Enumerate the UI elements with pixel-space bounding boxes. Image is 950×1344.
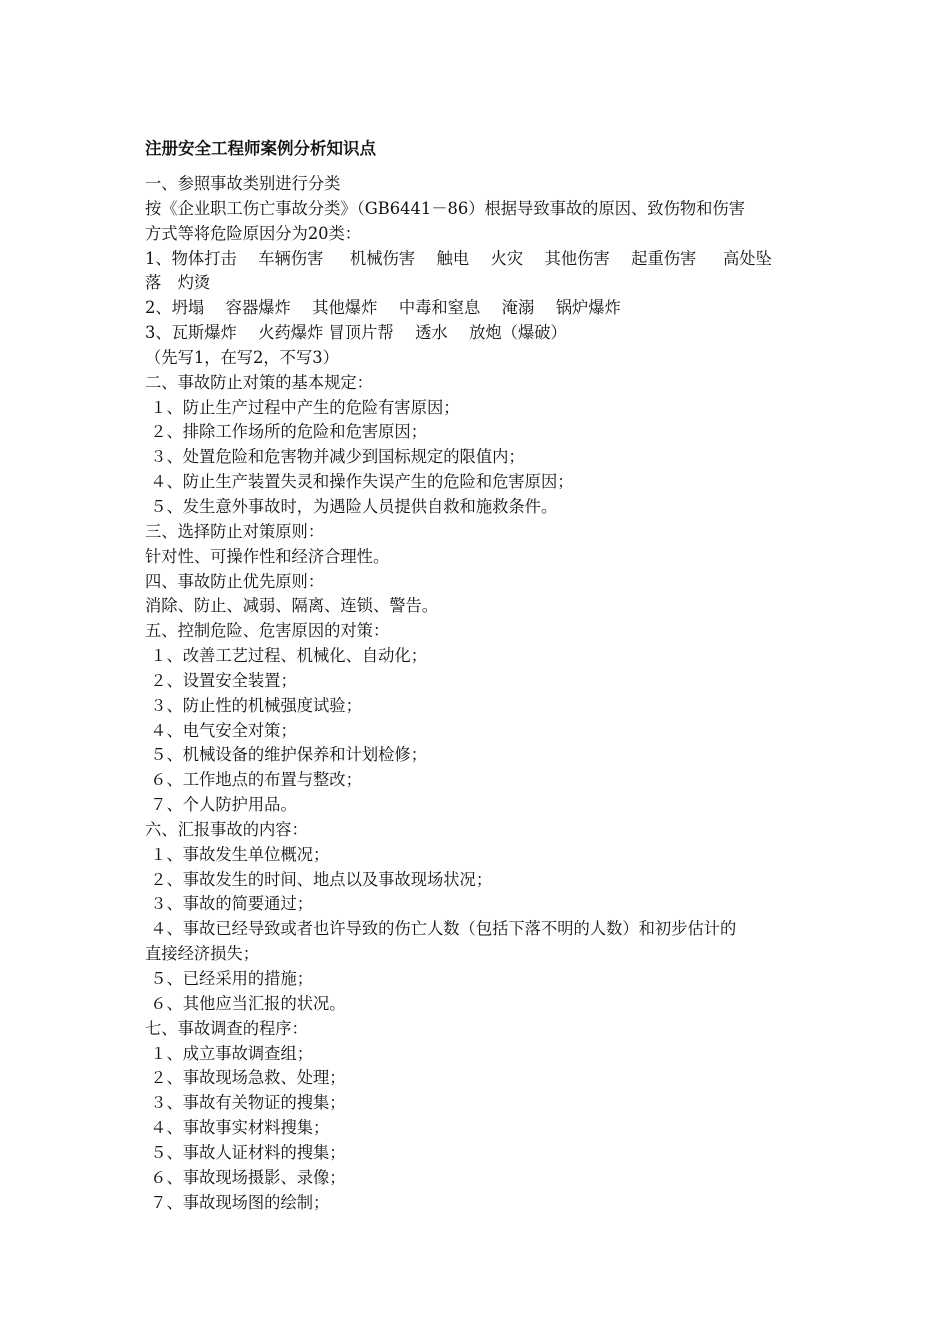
text-line: ７、个人防护用品。 (145, 795, 297, 815)
text-line: 直接经济损失； (145, 944, 259, 964)
text-line: ３、事故的简要通过； (145, 894, 314, 914)
text-line: ２、设置安全装置； (145, 670, 297, 690)
text-line: ２、排除工作场所的危险和危害原因； (145, 422, 427, 442)
text-line: ３、防止性的机械强度试验； (145, 695, 362, 715)
text-line: 落 灼烫 (145, 273, 211, 293)
text-line: １、改善工艺过程、机械化、自动化； (145, 646, 427, 666)
document-page (145, 136, 853, 1215)
text-line: ２、事故现场急救、处理； (145, 1068, 346, 1088)
text-line: 1、物体打击 车辆伤害 机械伤害 触电 火灾 其他伤害 起重伤害 高处坠 (145, 248, 772, 268)
text-line: （先写1，在写2，不写3） (145, 347, 339, 367)
text-line: ２、事故发生的时间、地点以及事故现场状况； (145, 869, 493, 889)
text-line: １、成立事故调查组； (145, 1043, 314, 1063)
text-line: ６、事故现场摄影、录像； (145, 1167, 346, 1187)
text-line: １、防止生产过程中产生的危险有害原因； (145, 397, 460, 417)
text-line: 四、事故防止优先原则： (145, 571, 325, 591)
text-line: 按《企业职工伤亡事故分类》（GB6441－86）根据导致事故的原因、致伤物和伤害 (145, 198, 745, 218)
text-line: ５、机械设备的维护保养和计划检修； (145, 745, 427, 765)
text-line: 消除、防止、减弱、隔离、连锁、警告。 (145, 596, 439, 616)
text-line: 一、参照事故类别进行分类 (145, 174, 341, 193)
document-title: 注册安全工程师案例分析知识点 (145, 139, 376, 158)
text-line: ５、已经采用的措施； (145, 969, 314, 988)
text-line: ６、工作地点的布置与整改； (145, 770, 362, 790)
text-line: １、事故发生单位概况； (145, 844, 330, 864)
text-line: 针对性、可操作性和经济合理性。 (145, 546, 390, 566)
text-line: ４、电气安全对策； (145, 720, 297, 740)
text-line: 方式等将危险原因分为20类： (145, 223, 362, 243)
text-line: 二、事故防止对策的基本规定： (145, 372, 373, 392)
text-line: 三、选择防止对策原则： (145, 521, 325, 541)
text-line: 七、事故调查的程序： (145, 1018, 308, 1038)
text-line: ５、事故人证材料的搜集； (145, 1142, 346, 1162)
text-line: ７、事故现场图的绘制； (145, 1192, 330, 1212)
text-line: ６、其他应当汇报的状况。 (145, 993, 346, 1013)
text-line: 六、汇报事故的内容： (145, 819, 308, 839)
text-line: ３、处置危险和危害物并减少到国标规定的限值内； (145, 447, 525, 467)
text-line: 2、坍塌 容器爆炸 其他爆炸 中毒和窒息 淹溺 锅炉爆炸 (145, 298, 621, 318)
text-line: 五、控制危险、危害原因的对策： (145, 621, 390, 641)
text-line: ３、事故有关物证的搜集； (145, 1093, 346, 1113)
text-line: 3、瓦斯爆炸 火药爆炸 冒顶片帮 透水 放炮（爆破） (145, 323, 567, 343)
text-line: ４、防止生产装置失灵和操作失误产生的危险和危害原因； (145, 472, 574, 492)
text-line: ４、事故事实材料搜集； (145, 1118, 330, 1138)
text-line: ５、发生意外事故时，为遇险人员提供自救和施救条件。 (145, 496, 558, 516)
text-line: ４、事故已经导致或者也许导致的伤亡人数（包括下落不明的人数）和初步估计的 (145, 919, 737, 939)
document-body (145, 172, 853, 1215)
